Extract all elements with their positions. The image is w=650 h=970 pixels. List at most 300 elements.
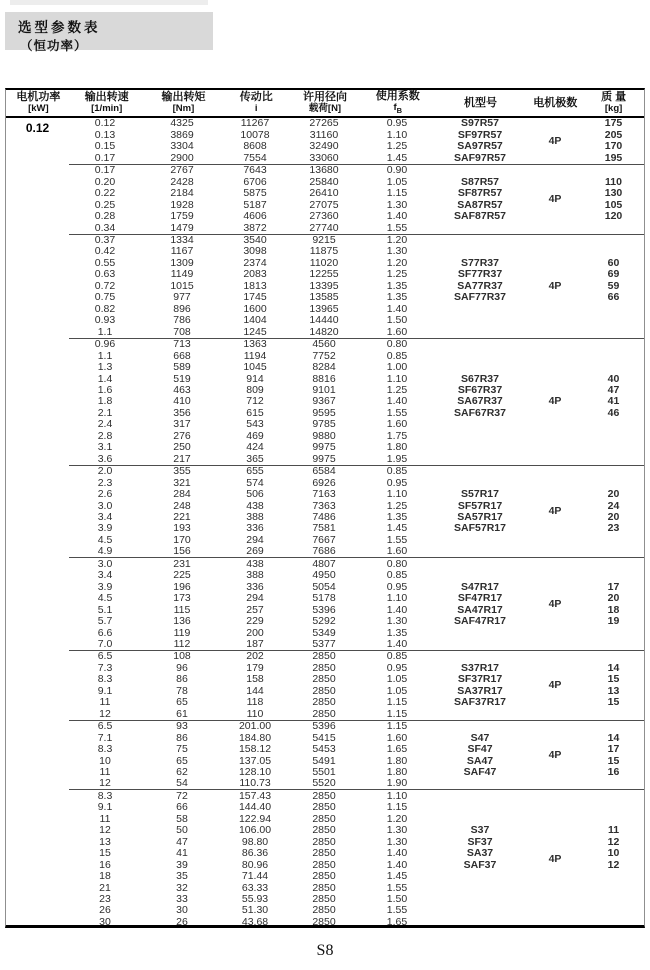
cell-fb: 1.80	[386, 441, 408, 454]
cell-speed: 5.7	[97, 615, 113, 628]
cell-speed: 0.17	[94, 164, 116, 177]
cell-fb: 1.75	[386, 430, 408, 442]
cell-speed: 0.15	[94, 140, 116, 153]
cell-load: 4807	[312, 557, 336, 570]
cell-speed: 0.13	[94, 129, 116, 141]
cell-torque: 196	[173, 581, 191, 593]
cell-load: 2850	[312, 893, 336, 905]
cell-speed: 21	[99, 882, 111, 894]
cell-model	[433, 802, 527, 813]
cell-torque: 2900	[170, 152, 194, 164]
cell-speed: 7.1	[97, 732, 113, 744]
cell-torque: 96	[176, 662, 188, 674]
cell-model	[433, 720, 527, 732]
cell-mass	[583, 916, 644, 928]
cell-fb: 1.30	[386, 199, 408, 211]
cell-torque: 112	[173, 638, 191, 650]
cell-load: 11875	[309, 246, 339, 258]
cell-mass: 205	[604, 129, 623, 141]
cell-load: 2850	[312, 870, 336, 883]
cell-fb: 1.10	[386, 373, 408, 385]
header-poles: 电机极数	[533, 96, 578, 109]
cell-mass	[583, 720, 644, 732]
cell-speed: 10	[99, 755, 111, 767]
cell-fb: 0.85	[386, 350, 408, 362]
cell-model	[433, 871, 527, 882]
cell-torque: 115	[173, 604, 191, 616]
cell-fb: 1.20	[386, 257, 408, 269]
cell-ratio: 51.30	[241, 905, 269, 917]
cell-model	[433, 534, 527, 545]
cell-ratio: 157.43	[238, 789, 272, 802]
cell-ratio: 144.40	[238, 801, 272, 814]
cell-load: 9785	[312, 418, 336, 431]
cell-speed: 0.12	[94, 118, 116, 130]
title-box	[5, 12, 213, 53]
cell-fb: 1.60	[386, 545, 408, 558]
cell-model: S87R57	[461, 176, 499, 188]
cell-load: 27265	[309, 118, 339, 130]
cell-model	[433, 882, 527, 893]
cell-torque: 1334	[170, 234, 194, 247]
cell-speed: 0.75	[94, 291, 116, 304]
cell-ratio: 388	[246, 569, 264, 582]
cell-ratio: 8608	[243, 140, 267, 153]
cell-fb: 0.90	[386, 164, 408, 177]
cell-ratio: 110	[246, 708, 264, 720]
cell-fb: 0.85	[386, 569, 408, 582]
cell-load: 2850	[312, 916, 336, 928]
cell-speed: 8.3	[97, 789, 113, 802]
cell-torque: 276	[173, 430, 191, 442]
cell-ratio: 712	[246, 395, 264, 408]
cell-speed: 6.6	[97, 627, 113, 639]
cell-speed: 0.28	[94, 210, 116, 223]
cell-ratio: 914	[246, 373, 264, 385]
cell-load: 6584	[312, 465, 336, 478]
cell-speed: 3.0	[97, 500, 113, 512]
cell-torque: 33	[176, 893, 188, 905]
cell-speed: 5.1	[97, 604, 113, 616]
cell-speed: 0.93	[94, 314, 116, 327]
cell-mass	[583, 465, 644, 477]
cell-fb: 1.40	[386, 210, 408, 223]
cell-poles: 4P	[548, 279, 562, 292]
cell-load: 2850	[312, 696, 336, 709]
cell-ratio: 3098	[243, 246, 267, 258]
cell-load: 13680	[309, 164, 339, 177]
cell-ratio: 1745	[243, 291, 267, 304]
cell-model	[433, 546, 527, 558]
cell-mass	[583, 303, 644, 314]
cell-model: S47	[470, 732, 490, 744]
cell-speed: 16	[99, 859, 111, 871]
cell-ratio: 7643	[243, 164, 267, 177]
cell-torque: 62	[176, 766, 188, 778]
cell-fb: 1.40	[386, 638, 408, 650]
cell-load: 5178	[312, 592, 336, 605]
cell-fb: 1.30	[386, 615, 408, 628]
cell-mass	[583, 234, 644, 246]
cell-fb: 1.30	[386, 824, 408, 837]
cell-speed: 11	[99, 696, 111, 709]
cell-mass: 110	[605, 176, 622, 188]
cell-ratio: 7554	[243, 152, 267, 164]
cell-mass	[583, 326, 644, 338]
cell-torque: 248	[173, 500, 191, 512]
cell-torque: 284	[173, 488, 191, 501]
cell-model: SAF47R17	[454, 615, 506, 628]
cell-model	[433, 813, 527, 824]
cell-fb: 1.30	[386, 836, 408, 848]
cell-model: SA67R37	[457, 395, 503, 408]
cell-mass: 170	[604, 140, 623, 153]
cell-torque: 1309	[170, 257, 194, 269]
cell-mass: 15	[607, 696, 620, 709]
header-mass: 质 量 [kg]	[601, 91, 627, 114]
cell-fb: 1.65	[386, 916, 408, 928]
cell-speed: 1.6	[97, 384, 113, 396]
cell-mass: 15	[607, 755, 620, 767]
cell-load: 14440	[309, 314, 339, 327]
cell-model: SAF77R37	[454, 291, 506, 304]
cell-ratio: 506	[246, 488, 264, 501]
cell-model	[433, 246, 527, 257]
header-ratio: 传动比 i	[239, 91, 273, 114]
cell-ratio: 4606	[243, 210, 267, 223]
cell-load: 2850	[312, 824, 336, 837]
cell-ratio: 43.68	[241, 916, 269, 928]
cell-torque: 41	[176, 847, 188, 860]
cell-mass	[583, 430, 644, 441]
cell-speed: 4.5	[97, 534, 113, 546]
cell-load: 4560	[312, 338, 336, 351]
cell-model	[433, 465, 527, 477]
page-title: 选型参数表	[18, 20, 101, 35]
table-body	[6, 118, 644, 928]
cell-speed: 2.4	[97, 418, 113, 431]
cell-ratio: 257	[246, 604, 264, 616]
cell-torque: 317	[173, 418, 191, 431]
cell-fb: 1.15	[386, 187, 408, 200]
cell-load: 9975	[312, 441, 336, 454]
cell-fb: 1.10	[386, 129, 408, 141]
header-power: 电机功率 [kW]	[16, 91, 61, 114]
cell-fb: 1.35	[386, 511, 408, 523]
cell-load: 2850	[312, 685, 336, 697]
cell-model	[433, 916, 527, 928]
cell-ratio: 6706	[243, 176, 267, 188]
header-load: 许用径向 载荷[N]	[303, 91, 347, 114]
cell-load: 2850	[312, 789, 336, 802]
cell-ratio: 2083	[243, 268, 267, 281]
cell-ratio: 71.44	[241, 870, 269, 883]
cell-mass	[583, 708, 644, 720]
cell-model: S47R17	[461, 581, 499, 593]
cell-mass	[583, 534, 644, 545]
cell-model: SAF87R57	[454, 210, 506, 223]
cell-fb: 1.15	[386, 801, 408, 814]
cell-torque: 321	[173, 477, 191, 489]
cell-torque: 47	[176, 836, 188, 848]
cell-fb: 1.00	[386, 361, 408, 374]
cell-torque: 30	[176, 905, 188, 917]
cell-ratio: 336	[246, 581, 264, 593]
cell-ratio: 438	[246, 557, 264, 570]
cell-load: 2850	[312, 859, 336, 871]
cell-model: SAF37R17	[454, 696, 506, 709]
cell-torque: 1015	[170, 280, 194, 292]
cell-model	[433, 570, 527, 581]
cell-speed: 2.6	[97, 488, 113, 501]
cell-mass: 15	[607, 673, 620, 686]
cell-load: 26410	[309, 187, 339, 200]
cell-model: SA47R17	[457, 604, 503, 616]
cell-speed: 3.4	[97, 511, 113, 523]
cell-speed: 30	[99, 916, 111, 928]
cell-ratio: 10078	[240, 129, 270, 141]
cell-speed: 7.3	[97, 662, 113, 674]
cell-fb: 0.95	[386, 662, 408, 674]
cell-speed: 13	[99, 836, 111, 848]
cell-speed: 0.55	[94, 257, 116, 269]
cell-model	[433, 326, 527, 338]
cell-mass	[583, 651, 644, 663]
cell-mass	[583, 639, 644, 651]
cell-ratio: 1600	[243, 303, 267, 315]
cell-load: 9367	[312, 395, 336, 408]
cell-load: 5292	[312, 615, 336, 628]
cell-mass	[583, 871, 644, 882]
group-3	[69, 234, 644, 338]
cell-torque: 786	[173, 314, 191, 327]
cell-speed: 12	[99, 778, 111, 790]
cell-torque: 193	[173, 522, 191, 535]
cell-speed: 2.1	[97, 407, 113, 419]
cell-ratio: 1045	[243, 361, 267, 374]
cell-torque: 4325	[170, 118, 194, 130]
cell-model	[433, 453, 527, 465]
cell-speed: 23	[99, 893, 111, 905]
cell-fb: 1.20	[386, 813, 408, 825]
cell-mass: 12	[607, 836, 620, 848]
cell-ratio: 137.05	[238, 755, 272, 767]
cell-torque: 50	[176, 824, 188, 837]
cell-ratio: 106.00	[238, 824, 272, 837]
cell-model: S97R57	[461, 118, 499, 130]
cell-speed: 1.3	[97, 361, 113, 374]
cell-fb: 1.50	[386, 893, 408, 905]
cell-torque: 231	[173, 557, 191, 570]
cell-fb: 1.30	[386, 246, 408, 258]
cell-mass: 20	[607, 592, 620, 605]
cell-mass: 41	[607, 395, 620, 408]
cell-mass: 13	[607, 685, 620, 697]
cell-speed: 7.0	[97, 638, 113, 650]
cell-poles: 4P	[548, 748, 562, 761]
cell-ratio: 294	[246, 592, 264, 605]
cell-load: 32490	[309, 140, 339, 153]
cell-load: 7752	[312, 350, 336, 362]
group-7	[69, 651, 644, 721]
cell-torque: 78	[176, 685, 188, 697]
cell-mass	[583, 222, 644, 234]
cell-poles: 4P	[548, 852, 562, 865]
cell-fb: 1.40	[386, 303, 408, 315]
cell-model: SAF67R37	[454, 407, 506, 419]
cell-ratio: 158.12	[238, 743, 272, 756]
cell-ratio: 158	[246, 673, 264, 686]
cell-load: 9101	[312, 384, 336, 396]
table-row	[69, 338, 644, 350]
cell-mass: 40	[607, 373, 620, 385]
cell-model	[433, 222, 527, 234]
data-table	[69, 118, 644, 928]
cell-speed: 8.3	[97, 673, 113, 686]
cell-fb: 1.55	[386, 905, 408, 917]
cell-ratio: 1404	[243, 314, 267, 327]
cell-model: SF37R17	[457, 673, 503, 686]
cell-speed: 3.0	[97, 557, 113, 570]
cell-model	[433, 778, 527, 790]
cell-torque: 977	[173, 291, 191, 304]
cell-torque: 93	[176, 720, 188, 733]
cell-mass: 24	[607, 500, 620, 512]
cell-torque: 86	[176, 732, 188, 744]
cell-model: SA57R17	[457, 511, 503, 523]
cell-mass	[583, 442, 644, 453]
cell-mass	[583, 627, 644, 638]
cell-model: SAF47	[463, 766, 497, 778]
cell-fb: 0.80	[386, 338, 408, 351]
cell-fb: 1.95	[386, 453, 408, 465]
cell-ratio: 144	[246, 685, 264, 697]
cell-fb: 1.10	[386, 592, 408, 605]
cell-mass: 59	[607, 280, 620, 292]
cell-speed: 6.5	[97, 650, 113, 663]
cell-torque: 1149	[170, 268, 194, 281]
table-row	[69, 651, 644, 663]
cell-torque: 156	[173, 545, 191, 558]
cell-ratio: 128.10	[238, 766, 272, 778]
cell-model	[433, 419, 527, 430]
cell-speed: 11	[99, 813, 111, 825]
cell-mass: 130	[604, 187, 623, 200]
cell-model: SF77R37	[457, 268, 503, 281]
cell-fb: 1.20	[386, 234, 408, 247]
cell-fb: 1.10	[386, 488, 408, 501]
cell-mass	[583, 315, 644, 326]
cell-load: 2850	[312, 650, 336, 663]
cell-ratio: 269	[246, 545, 264, 558]
motor-power-value: 0.12	[25, 121, 50, 135]
cell-speed: 9.1	[97, 801, 113, 814]
cell-load: 7581	[312, 522, 336, 535]
cell-mass	[583, 570, 644, 581]
cell-fb: 1.40	[386, 604, 408, 616]
cell-fb: 1.60	[386, 732, 408, 744]
cell-mass	[583, 338, 644, 350]
cell-ratio: 122.94	[238, 813, 272, 825]
cell-fb: 1.35	[386, 291, 408, 304]
cell-model: SA37	[466, 847, 494, 860]
cell-ratio: 5187	[243, 199, 267, 211]
cell-ratio: 200	[246, 627, 264, 639]
cell-ratio: 98.80	[241, 836, 269, 848]
cell-model: S77R37	[461, 257, 499, 269]
cell-mass	[583, 894, 644, 905]
cell-ratio: 615	[246, 407, 264, 419]
cell-torque: 463	[173, 384, 191, 396]
cell-load: 5501	[312, 766, 336, 778]
cell-torque: 3304	[170, 140, 194, 153]
cell-mass	[583, 477, 644, 488]
cell-load: 2850	[312, 801, 336, 814]
cell-speed: 3.4	[97, 569, 113, 582]
cell-model	[433, 708, 527, 720]
cell-load: 5491	[312, 755, 336, 767]
cell-model	[433, 477, 527, 488]
cell-fb: 1.15	[386, 720, 408, 733]
group-1	[69, 118, 644, 164]
cell-ratio: 179	[246, 662, 264, 674]
cell-torque: 410	[173, 395, 191, 408]
cell-speed: 0.37	[94, 234, 116, 247]
cell-model: SF67R37	[457, 384, 503, 396]
cell-ratio: 1245	[243, 326, 267, 338]
cell-mass	[583, 813, 644, 824]
cell-load: 5396	[312, 720, 336, 733]
cell-load: 13395	[309, 280, 339, 292]
cell-fb: 1.55	[386, 407, 408, 419]
cell-load: 2850	[312, 673, 336, 686]
cell-ratio: 1194	[243, 350, 267, 362]
cell-mass: 12	[607, 859, 620, 871]
cell-load: 8816	[312, 373, 336, 385]
cell-fb: 1.40	[386, 859, 408, 871]
cell-ratio: 1813	[243, 280, 267, 292]
cell-load: 2850	[312, 882, 336, 894]
cell-model	[433, 627, 527, 638]
cell-mass: 120	[604, 210, 623, 223]
cell-torque: 65	[176, 755, 188, 767]
cell-mass: 14	[607, 732, 620, 744]
cell-load: 5054	[312, 581, 336, 593]
cell-load: 14820	[309, 326, 339, 338]
cell-ratio: 110.73	[239, 778, 271, 790]
cell-speed: 0.82	[94, 303, 116, 315]
cell-torque: 713	[173, 338, 191, 351]
cell-torque: 26	[176, 916, 188, 928]
cell-model	[433, 350, 527, 361]
cell-mass: 69	[607, 268, 620, 281]
cell-speed: 12	[99, 708, 111, 720]
cell-fb: 1.45	[386, 152, 408, 164]
cell-torque: 2184	[170, 187, 194, 200]
table-row	[69, 558, 644, 570]
cell-mass: 10	[607, 847, 620, 860]
cell-load: 7686	[312, 545, 336, 558]
cell-speed: 3.1	[97, 441, 113, 454]
cell-torque: 65	[176, 696, 188, 709]
cell-torque: 1479	[170, 222, 194, 234]
cell-model: SA97R57	[457, 140, 503, 153]
cell-load: 5377	[312, 638, 336, 650]
cell-speed: 26	[99, 905, 111, 917]
group-8	[69, 720, 644, 790]
table-row	[69, 164, 644, 176]
cell-speed: 0.96	[94, 338, 116, 351]
